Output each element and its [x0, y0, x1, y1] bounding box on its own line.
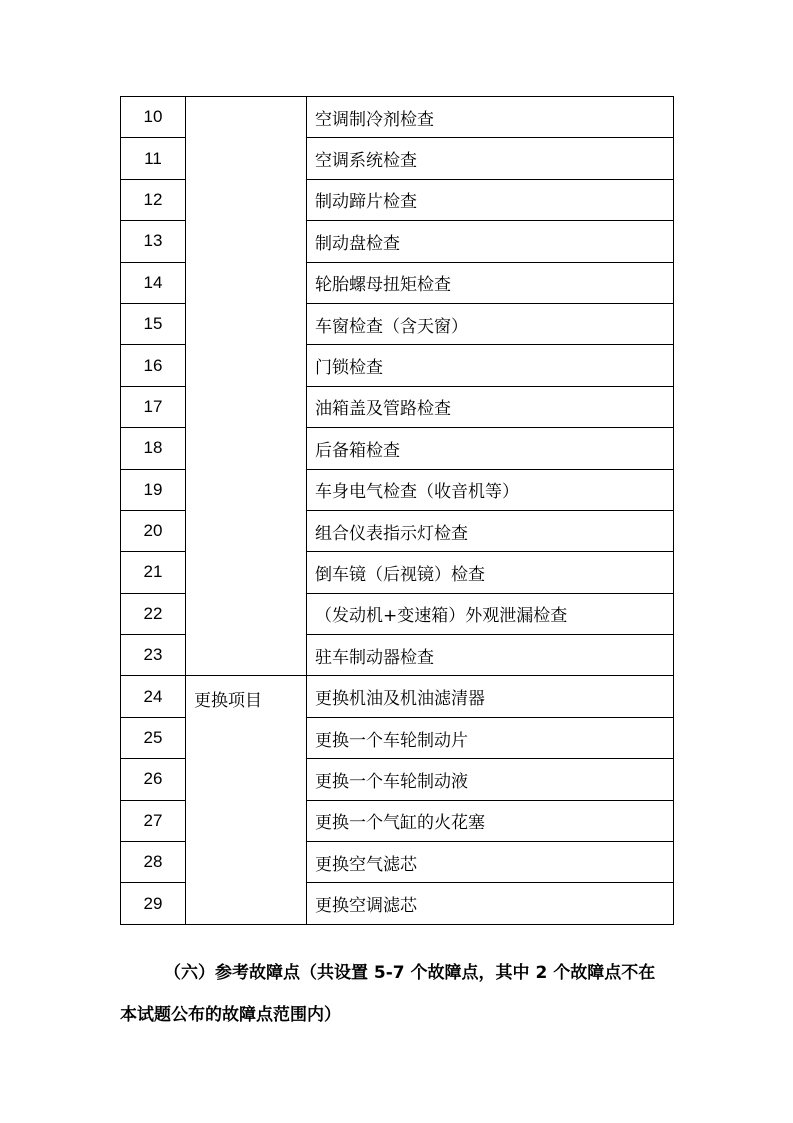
item-description: 组合仪表指示灯检查	[307, 510, 674, 551]
item-description: 车身电气检查（收音机等）	[307, 469, 674, 510]
row-number: 27	[121, 800, 186, 841]
heading-line-1: （六）参考故障点（共设置 5-7 个故障点，其中 2 个故障点不在	[164, 963, 656, 983]
row-number: 18	[121, 428, 186, 469]
row-number: 11	[121, 138, 186, 179]
row-number: 28	[121, 842, 186, 883]
reference-faults-heading	[120, 952, 676, 1036]
category-cell-inspection	[186, 97, 307, 676]
item-description: 制动蹄片检查	[307, 179, 674, 220]
item-description: 门锁检查	[307, 345, 674, 386]
item-description: 车窗检查（含天窗）	[307, 303, 674, 344]
heading-line-2: 本试题公布的故障点范围内）	[120, 1005, 341, 1025]
row-number: 26	[121, 759, 186, 800]
row-number: 23	[121, 635, 186, 676]
row-number: 22	[121, 593, 186, 634]
item-description: 更换一个气缸的火花塞	[307, 800, 674, 841]
row-number: 19	[121, 469, 186, 510]
row-number: 21	[121, 552, 186, 593]
row-number: 25	[121, 717, 186, 758]
row-number: 20	[121, 510, 186, 551]
item-description: 后备箱检查	[307, 428, 674, 469]
item-description: 空调系统检查	[307, 138, 674, 179]
row-number: 17	[121, 386, 186, 427]
row-number: 12	[121, 179, 186, 220]
item-description: 更换一个车轮制动液	[307, 759, 674, 800]
category-cell-replacement: 更换项目	[186, 676, 307, 924]
item-description: 更换空调滤芯	[307, 883, 674, 924]
table-row	[121, 676, 674, 717]
maintenance-items-table	[120, 96, 674, 925]
item-description: 更换一个车轮制动片	[307, 717, 674, 758]
row-number: 29	[121, 883, 186, 924]
item-description: 油箱盖及管路检查	[307, 386, 674, 427]
row-number: 14	[121, 262, 186, 303]
item-description: 轮胎螺母扭矩检查	[307, 262, 674, 303]
item-description: 倒车镜（后视镜）检查	[307, 552, 674, 593]
item-description: 更换机油及机油滤清器	[307, 676, 674, 717]
item-description: （发动机+变速箱）外观泄漏检查	[307, 593, 674, 634]
item-description: 驻车制动器检查	[307, 635, 674, 676]
item-description: 制动盘检查	[307, 221, 674, 262]
row-number: 16	[121, 345, 186, 386]
row-number: 15	[121, 303, 186, 344]
row-number: 24	[121, 676, 186, 717]
item-description: 空调制冷剂检查	[307, 97, 674, 138]
row-number: 10	[121, 97, 186, 138]
table-row	[121, 97, 674, 138]
row-number: 13	[121, 221, 186, 262]
item-description: 更换空气滤芯	[307, 842, 674, 883]
